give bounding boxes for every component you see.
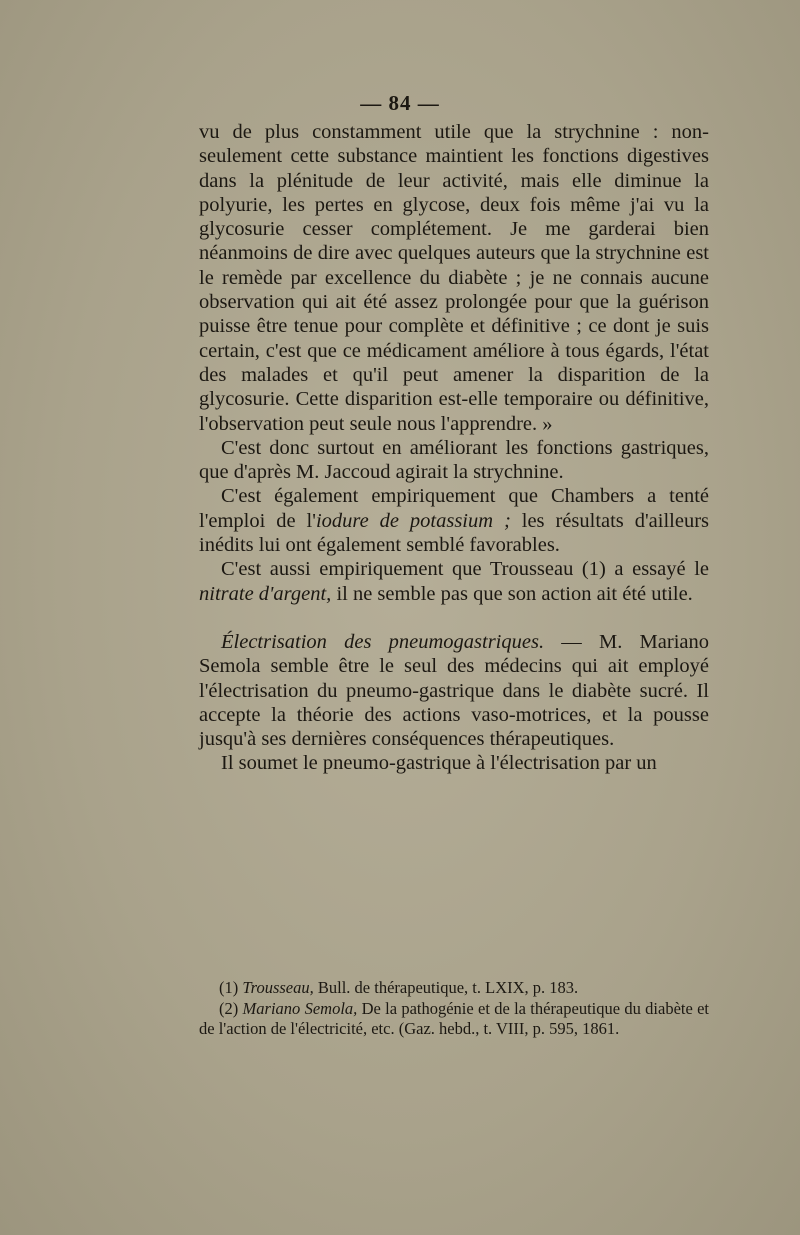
paragraph-trousseau [199,557,709,606]
chambers-text-end: les résultats d'ailleurs inédits lui ont également semblé favorables. [199,509,709,557]
footnote-1 [199,978,709,999]
chambers-text-start: C'est également empiriquement que Chambers a tenté l'emploi de l' [199,485,709,532]
footnote-2 [199,999,709,1040]
section-title-electrisation: Électrisation des pneumogastriques. [221,630,545,653]
electrisation-text: — M. Mariano Semola semble être le seul des médecins qui ait employé l'électrisation du pneumo-gastrique dans le diabète sucré. Il accepte la théorie des actions vaso-motrices, et la pousse jusqu'à ses dernières conséquences thérapeutiques. [199,630,709,751]
footnote-2-text: De la pathogénie et de la thérapeutique du diabète et de l'action de l'électricité, etc. (Gaz. hebd., t. VIII, p. 595, 1861. [199,998,710,1038]
trousseau-text-start: C'est aussi empiriquement que Trousseau (1) a essayé le [221,558,709,581]
paragraph-strychnine-quote: vu de plus constamment utile que la strychnine : non-seulement cette substance maintient les fonctions digestives dans la plénitude de leur activité, mais elle diminue la polyurie, les pertes en glycose, deux fois même j'ai vu la glycosurie cesser complétement. Je me garderai bien néanmoins de dire avec quelques auteurs que la strychnine est le remède par excellence du diabète ; je ne connais aucune observation qui ait été assez prolongée pour que la guérison puisse être tenue pour complète et définitive ; ce dont je suis certain, c'est que ce médicament améliore à tous égards, l'état des malades et qu'il peut amener la disparition de la glycosurie. Cette disparition est-elle temporaire ou définitive, l'observation peut seule nous l'apprendre. » [199,121,709,435]
trousseau-text-end: il ne semble pas que son action ait été utile. [331,582,693,605]
paragraph-gap [199,606,709,630]
footnote-2-author: Mariano Semola, [242,998,358,1018]
paragraph-jaccoud: C'est donc surtout en améliorant les fonctions gastriques, que d'après M. Jaccoud agirait la strychnine. [199,436,709,484]
nitrate-term: nitrate d'argent, [199,582,332,605]
footnote-2-mark: (2) [219,998,243,1018]
main-text [199,120,709,776]
page-number: — 84 — [360,91,440,115]
paragraph-semola-method: Il soumet le pneumo-gastrique à l'électrisation par un [221,752,657,775]
paragraph-chambers [199,484,709,557]
footnote-1-text: Bull. de thérapeutique, t. LXIX, p. 183. [313,978,579,997]
footnote-1-mark: (1) [219,978,243,997]
paragraph-electrisation [199,630,709,751]
footnotes [199,978,709,1040]
footnote-1-author: Trousseau, [242,978,314,997]
iodure-term: iodure de potassium ; [315,509,511,532]
